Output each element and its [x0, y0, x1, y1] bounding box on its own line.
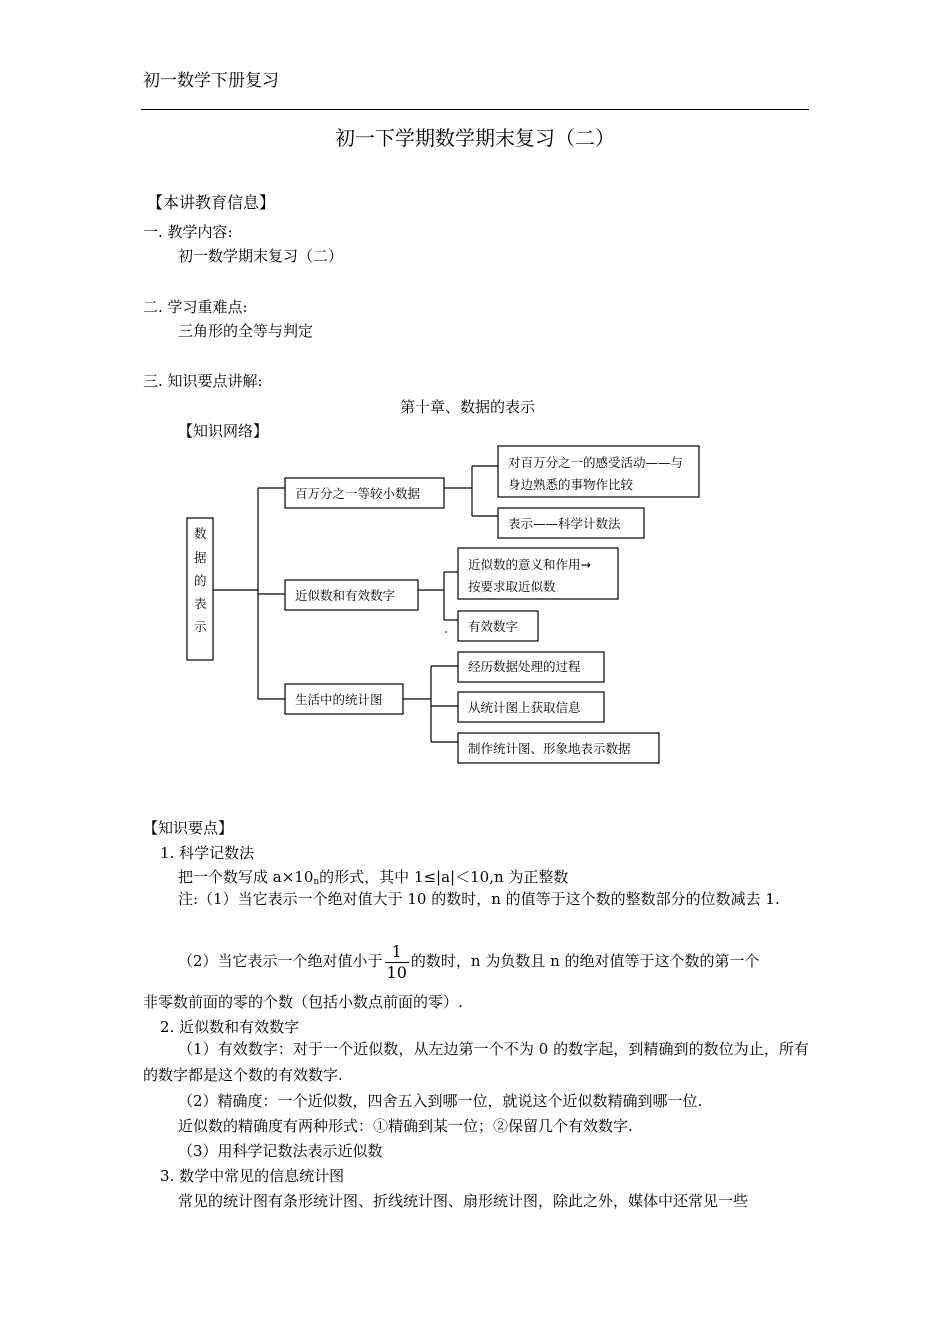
definition-part-b: 的形式，其中 1≤|a|＜10,n 为正整数	[319, 868, 569, 886]
branch-2-label: 近似数和有效数字	[295, 588, 396, 603]
point-2-item-3: （3）用科学记数法表示近似数	[178, 1142, 383, 1160]
point-2-forms: 近似数的精确度有两种形式：①精确到某一位；②保留几个有效数字.	[178, 1117, 633, 1135]
leaf-3-3-label: 制作统计图、形象地表示数据	[468, 741, 631, 756]
root-char: 数	[194, 526, 207, 541]
section-1-content: 初一数学期末复习（二）	[178, 247, 344, 265]
root-char: 表	[194, 596, 207, 611]
root-char: 的	[194, 573, 207, 588]
section-2-content: 三角形的全等与判定	[178, 322, 314, 340]
exponent-n: n	[313, 877, 320, 887]
section-1-label: 一. 教学内容:	[143, 223, 233, 241]
network-label: 【知识网络】	[178, 422, 269, 440]
root-char: 示	[194, 619, 207, 634]
point-2-item-2: （2）精确度：一个近似数，四舍五入到哪一位，就说这个近似数精确到哪一位.	[178, 1092, 703, 1110]
stray-dot	[445, 631, 447, 633]
point-1-title: 1. 科学记数法	[160, 844, 255, 862]
leaf-1-2-label: 表示——科学计数法	[508, 516, 621, 531]
point-1-note-1: 注:（1）当它表示一个绝对值大于 10 的数时，n 的值等于这个数的整数部分的位数减去 1.	[178, 890, 780, 908]
point-2-title: 2. 近似数和有效数字	[160, 1018, 300, 1036]
leaf-2-2-label: 有效数字	[468, 619, 519, 634]
running-header: 初一数学下册复习	[143, 71, 279, 91]
section-3-label: 三. 知识要点讲解:	[143, 372, 263, 390]
fraction-numerator: 1	[385, 942, 409, 963]
fraction-one-tenth	[385, 942, 409, 983]
root-char: 据	[194, 550, 207, 565]
leaf-2-1-line-1: 近似数的意义和作用→	[468, 557, 591, 572]
point-1-note-2-cont: 非零数前面的零的个数（包括小数点前面的零）.	[143, 993, 463, 1011]
point-1-note-2	[178, 935, 760, 987]
document-title: 初一下学期数学期末复习（二）	[335, 126, 615, 150]
branch-3-label: 生活中的统计图	[295, 692, 383, 707]
definition-part-a: 把一个数写成 a×10	[178, 868, 314, 886]
section-2-label: 二. 学习重难点:	[143, 298, 248, 316]
leaf-3-2-label: 从统计图上获取信息	[468, 700, 581, 715]
point-3-text: 常见的统计图有条形统计图、折线统计图、扇形统计图，除此之外，媒体中还常见一些	[178, 1192, 749, 1210]
point-2-item-1: （1）有效数字：对于一个近似数，从左边第一个不为 0 的数字起，到精确到的数位为止，所有的数字都是这个数的有效数字.	[143, 1040, 809, 1084]
note-2-part-a: （2）当它表示一个绝对值小于	[178, 952, 383, 970]
chapter-title: 第十章、数据的表示	[400, 398, 536, 416]
branch-1-label: 百万分之一等较小数据	[295, 486, 421, 501]
point-1-definition	[178, 866, 568, 887]
point-3-title: 3. 数学中常见的信息统计图	[160, 1167, 345, 1185]
points-heading: 【知识要点】	[143, 819, 234, 837]
leaf-1-1-line-2: 身边熟悉的事物作比较	[508, 477, 634, 492]
leaf-1-1-line-1: 对百万分之一的感受活动——与	[508, 455, 684, 470]
fraction-denominator: 10	[386, 962, 407, 982]
leaf-3-1-label: 经历数据处理的过程	[468, 659, 581, 674]
note-2-part-b: 的数时，n 为负数且 n 的绝对值等于这个数的第一个	[410, 952, 760, 970]
leaf-2-1-line-2: 按要求取近似数	[468, 579, 556, 594]
info-heading: 【本讲教育信息】	[147, 193, 276, 212]
